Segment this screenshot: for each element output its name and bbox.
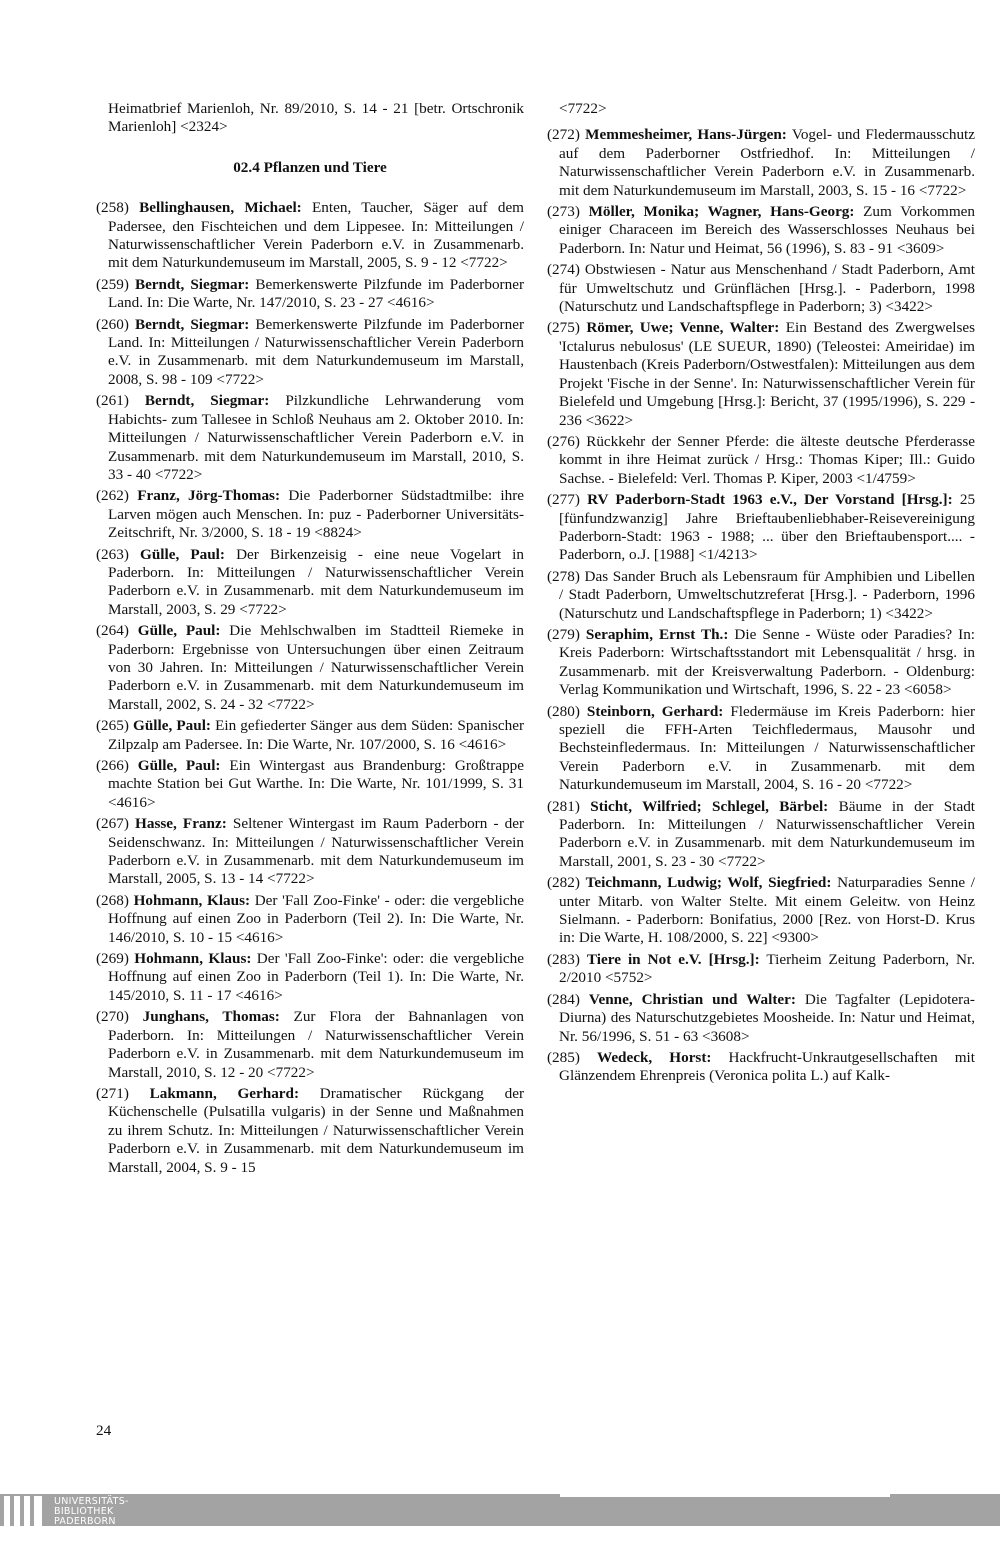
entry-author: Römer, Uwe; Venne, Walter:: [586, 319, 780, 337]
entry-text: Die Mehlschwalben im Stadtteil Riemeke in Paderborn: Ergebnisse von Untersuchungen über einen Zeitraum von 30 Jahren. In: Mitteilungen / Naturwissenschaftlicher Verein Paderborn e.V. in Zusammenarb. mit dem Naturkundemuseum im Marstall, 2002, S. 24 - 32 <7722>: [108, 622, 524, 713]
entry-text: Die Tagfalter (Lepidotera-Diurna) des Naturschutzgebietes Moosheide. In: Natur und Heimat, Nr. 56/1996, S. 51 - 63 <3608>: [559, 990, 975, 1045]
entry-number: (268): [96, 891, 129, 909]
library-logo: [0, 1494, 160, 1545]
entry-author: Berndt, Siegmar:: [134, 275, 250, 293]
entry-number: (261): [96, 392, 129, 410]
entry-text: Ein gefiederter Sänger aus dem Süden: Spanischer Zilpzalp am Padersee. In: Die Warte, Nr. 107/2000, S. 16 <4616>: [108, 717, 525, 753]
section-heading: 02.4 Pflanzen und Tiere: [233, 158, 387, 176]
bibliography-entry: [96, 487, 524, 542]
entry-author: Steinborn, Gerhard:: [586, 702, 724, 720]
bibliography-entry: [547, 126, 975, 200]
left-column: [96, 100, 524, 1180]
entry-author: Hasse, Franz:: [135, 815, 227, 833]
entry-number: (269): [96, 950, 129, 968]
bibliography-entry: [96, 815, 524, 889]
continuation-text: <7722>: [559, 100, 607, 117]
left-entries-list: [96, 199, 524, 1177]
entry-author: Wedeck, Horst:: [596, 1048, 712, 1066]
logo-line-1: UNIVERSITÄTS-: [54, 1496, 129, 1507]
bibliography-entry: [96, 546, 524, 620]
entry-text: Zur Flora der Bahnanlagen von Paderborn. In: Mitteilungen / Naturwissenschaftlicher Verein Paderborn e.V. in Zusammenarb. mit dem Naturkundemuseum im Marstall, 2010, S. 12 - 20 <7722>: [108, 1008, 524, 1081]
entry-text: Bäume in der Stadt Paderborn. In: Mitteilungen / Naturwissenschaftlicher Verein Paderborn e.V. in Zusammenarb. mit dem Naturkundemuseum im Marstall, 2001, S. 23 - 30 <7722>: [559, 797, 976, 870]
entry-number: (266): [96, 757, 129, 774]
bibliography-entry: [547, 874, 975, 948]
entry-text: Zum Vorkommen einiger Characeen im Bereich des Wasserschlosses Neuhaus bei Paderborn. In: Natur und Heimat, 56 (1996), S. 83 - 91 <3609>: [559, 203, 976, 257]
entry-text: Bemerkenswerte Pilzfunde im Paderborner Land. In: Die Warte, Nr. 147/2010, S. 23 - 27 <4616>: [108, 275, 524, 312]
bibliography-entry: [547, 626, 975, 700]
entry-number: (262): [96, 487, 129, 505]
bibliography-entry: [547, 319, 975, 429]
entry-number: (259): [96, 275, 129, 293]
bibliography-entry: [96, 199, 524, 273]
entry-text: Der 'Fall Zoo-Finke' - oder: die vergebliche Hoffnung auf einen Zoo in Paderborn (Teil 2). In: Die Warte, Nr. 146/2010, S. 10 - 15 <4616>: [108, 891, 524, 946]
entry-text: Das Sander Bruch als Lebensraum für Amphibien und Libellen / Stadt Paderborn, Umweltschutzreferat [Hrsg.]. - Paderborn, 1996 (Naturschutz und Landschaftspflege in Paderborn; 1) <3422>: [559, 567, 976, 622]
entry-text: Die Senne - Wüste oder Paradies? In: Kreis Paderborn: Wirtschaftsstandort mit Lebensqualität / hrsg. in Zusammenarb. mit der Kreisverwaltung Paderborn. - Oldenburg: Verlag Kommunikation und Wirtschaft, 1996, S. 22 - 23 <6058>: [559, 625, 976, 699]
entry-number: (284): [547, 990, 580, 1008]
bibliography-entry: [96, 1085, 524, 1177]
entry-number: (280): [547, 702, 580, 720]
bibliography-entry: [547, 1049, 975, 1086]
entry-author: RV Paderborn-Stadt 1963 e.V., Der Vorstand [Hrsg.]:: [587, 491, 953, 509]
entry-number: (263): [96, 545, 129, 563]
bibliography-entry: [547, 703, 975, 795]
entry-author: Sticht, Wilfried; Schlegel, Bärbel:: [590, 797, 829, 815]
bibliography-entry: [547, 433, 975, 488]
bibliography-entry: [547, 798, 975, 872]
right-entries-list: [547, 126, 975, 1085]
entry-author: Memmesheimer, Hans-Jürgen:: [585, 126, 787, 144]
entry-text: Hackfrucht-Unkrautgesellschaften mit Glänzendem Ehrenpreis (Veronica polita L.) auf Kalk-: [559, 1048, 975, 1085]
entry-number: (281): [547, 797, 580, 815]
entry-author: Gülle, Paul:: [137, 757, 221, 774]
entry-author: Berndt, Siegmar:: [144, 392, 270, 410]
bibliography-entry: [96, 316, 524, 390]
logo-line-2: BIBLIOTHEK: [54, 1506, 114, 1517]
bibliography-entry: [547, 991, 975, 1046]
entry-number: (277): [547, 491, 580, 509]
entry-text: 25 [fünfundzwanzig] Jahre Brieftaubenliebhaber-Reisevereinigung Paderborn-Stadt: 1963 - 1988; ... über den Brieftaubensport.... - Paderborn, o.J. [1988] <1/4213>: [559, 491, 976, 564]
footer-bar-gap: [560, 1494, 890, 1497]
entry-number: (285): [547, 1048, 580, 1066]
entry-number: (258): [96, 199, 129, 217]
bibliography-entry: [96, 950, 524, 1005]
logo-bars-icon: [4, 1496, 48, 1532]
entry-author: Lakmann, Gerhard:: [149, 1084, 300, 1102]
entry-author: Hohmann, Klaus:: [134, 950, 252, 968]
entry-text: Naturparadies Senne / unter Mitarb. von Walter Stelte. Mit einem Geleitw. von Heinz Sielmann. - Paderborn: Bonifatius, 2000 [Rez. von Horst-D. Krus in: Die Warte, H. 108/2000, S. 22] <9300>: [559, 874, 976, 947]
entry-author: Bellinghausen, Michael:: [139, 199, 302, 217]
bibliography-entry: [547, 568, 975, 623]
entry-number: (279): [547, 625, 580, 643]
logo-text: [54, 1497, 129, 1527]
entry-text: Ein Bestand des Zwergwelses 'Ictalurus nebulosus' (LE SUEUR, 1890) (Teleostei: Ameiridae) im Haustenbach (Kreis Paderborn/Ostwestfalen): Mitteilungen aus dem Projekt 'Fische in der Senne'. In: Naturwissenschaftlicher Verein für Bielefeld und Umgebung [Hrsg.]: Bericht, 37 (1995/1996), S. 229 - 236 <3622>: [559, 319, 976, 429]
entry-author: Teichmann, Ludwig; Wolf, Siegfried:: [585, 874, 832, 892]
entry-text: Rückkehr der Senner Pferde: die älteste deutsche Pferderasse kommt in ihre Heimat zurück / Hrsg.: Thomas Kiper; Ill.: Guido Sachse. - Bielefeld: Verl. Thomas P. Kiper, 2003 <1/4759>: [559, 432, 976, 487]
entry-text: Vogel- und Fledermausschutz auf dem Paderborner Ostfriedhof. In: Mitteilungen / Naturwissenschaftlicher Verein Paderborn e.V. in Zusammenarb. mit dem Naturkundemuseum im Marstall, 2003, S. 15 - 16 <7722>: [559, 126, 975, 199]
entry-text: Pilzkundliche Lehrwanderung vom Habichts- zum Tallesee in Schloß Neuhaus am 2. Oktober 2010. In: Mitteilungen / Naturwissenschaftlicher Verein Paderborn e.V. in Zusammenarb. mit dem Naturkundemuseum im Marstall, 2010, S. 33 - 40 <7722>: [108, 392, 525, 483]
page-number: 24: [96, 1422, 112, 1439]
entry-number: (273): [547, 203, 580, 221]
entry-text: Der Birkenzeisig - eine neue Vogelart in Paderborn. In: Mitteilungen / Naturwissenschaftlicher Verein Paderborn e.V. in Zusammenarb. mit dem Naturkundemuseum im Marstall, 2003, S. 29 <7722>: [108, 545, 524, 618]
bibliography-entry: [96, 717, 524, 754]
entry-author: Franz, Jörg-Thomas:: [137, 487, 281, 505]
entry-number: (264): [96, 622, 129, 640]
entry-number: (265): [96, 717, 129, 735]
entry-text: Dramatischer Rückgang der Küchenschelle (Pulsatilla vulgaris) in der Senne und Maßnahmen zu ihrem Schutz. In: Mitteilungen / Naturwissenschaftlicher Verein Paderborn e.V. in Zusammenarb. mit dem Naturkundemuseum im Marstall, 2004, S. 9 - 15: [108, 1084, 525, 1176]
entry-number: (283): [547, 950, 580, 968]
entry-number: (274): [547, 261, 580, 279]
entry-text: Enten, Taucher, Säger auf dem Padersee, den Fischteichen und dem Lippesee. In: Mitteilungen / Naturwissenschaftlicher Verein Paderborn e.V. in Zusammenarb. mit dem Naturkundemuseum im Marstall, 2005, S. 9 - 12 <7722>: [108, 199, 524, 272]
entry-text: Der 'Fall Zoo-Finke': oder: die vergebliche Hoffnung auf einen Zoo in Paderborn (Teil 1). In: Die Warte, Nr. 145/2010, S. 11 - 17 <4616>: [108, 950, 524, 1004]
entry-number: (276): [547, 432, 580, 450]
entry-text: Obstwiesen - Natur aus Menschenhand / Stadt Paderborn, Amt für Umweltschutz und Grünflächen [Hrsg.]. - Paderborn, 1998 (Naturschutz und Landschaftspflege in Paderborn; 3) <3422>: [559, 261, 975, 316]
entry-text: Fledermäuse im Kreis Paderborn: hier speziell die FFH-Arten Teichfledermaus, Mausohr und Bechsteinfledermaus. In: Mitteilungen / Naturwissenschaftlicher Verein Paderborn e.V. in Zusammenarb. mit dem Naturkundemuseum im Marstall, 2004, S. 16 - 20 <7722>: [559, 702, 975, 794]
bibliography-entry: [96, 392, 524, 484]
entry-author: Venne, Christian und Walter:: [588, 990, 796, 1008]
entry-text: Tierheim Zeitung Paderborn, Nr. 2/2010 <5752>: [559, 950, 976, 987]
entry-author: Seraphim, Ernst Th.:: [585, 625, 729, 643]
entry-author: Junghans, Thomas:: [142, 1008, 280, 1026]
entry-number: (275): [547, 319, 580, 337]
bibliography-entry: [96, 1008, 524, 1082]
entry-text: Die Paderborner Südstadtmilbe: ihre Larven mögen auch Menschen. In: puz - Paderborner Universitäts-Zeitschrift, Nr. 3/2000, S. 18 - 19 <8824>: [108, 487, 525, 542]
bibliography-entry: [547, 203, 975, 258]
entry-number: (271): [96, 1084, 129, 1102]
entry-author: Hohmann, Klaus:: [133, 891, 251, 909]
entry-author: Berndt, Siegmar:: [134, 315, 250, 333]
entry-author: Gülle, Paul:: [133, 717, 211, 735]
entry-author: Tiere in Not e.V. [Hrsg.]:: [586, 950, 760, 968]
bibliography-entry: [547, 261, 975, 316]
entry-author: Möller, Monika; Wagner, Hans-Georg:: [588, 203, 855, 221]
preamble-text: Heimatbrief Marienloh, Nr. 89/2010, S. 14 - 21 [betr. Ortschronik Marienloh] <2324>: [108, 100, 524, 136]
entry-text: Bemerkenswerte Pilzfunde im Paderborner Land. In: Mitteilungen / Naturwissenschaftlicher Verein Paderborn e.V. in Zusammenarb. mit dem Naturkundemuseum im Marstall, 2008, S. 98 - 109 <7722>: [108, 315, 524, 388]
bibliography-entry: [96, 622, 524, 714]
logo-line-3: PADERBORN: [54, 1516, 116, 1527]
entry-number: (260): [96, 315, 129, 333]
bibliography-entry: [96, 757, 524, 812]
right-column: [547, 100, 975, 1089]
entry-author: Gülle, Paul:: [137, 622, 221, 640]
bibliography-entry: [96, 276, 524, 313]
entry-number: (267): [96, 815, 129, 833]
entry-text: Ein Wintergast aus Brandenburg: Großtrappe machte Station bei Gut Warthe. In: Die Warte, Nr. 101/1999, S. 31 <4616>: [108, 757, 525, 811]
entry-text: Seltener Wintergast im Raum Paderborn - der Seidenschwanz. In: Mitteilungen / Naturwissenschaftlicher Verein Paderborn e.V. in Zusammenarb. mit dem Naturkundemuseum im Marstall, 2005, S. 13 - 14 <7722>: [108, 815, 525, 888]
bibliography-entry: [547, 491, 975, 565]
entry-number: (270): [96, 1008, 129, 1026]
entry-number: (278): [547, 567, 580, 585]
entry-number: (282): [547, 874, 580, 892]
bibliography-entry: [96, 892, 524, 947]
bibliography-entry: [547, 951, 975, 988]
entry-number: (272): [547, 126, 580, 144]
entry-author: Gülle, Paul:: [140, 545, 225, 563]
logo-dot-icon: [38, 1534, 44, 1540]
